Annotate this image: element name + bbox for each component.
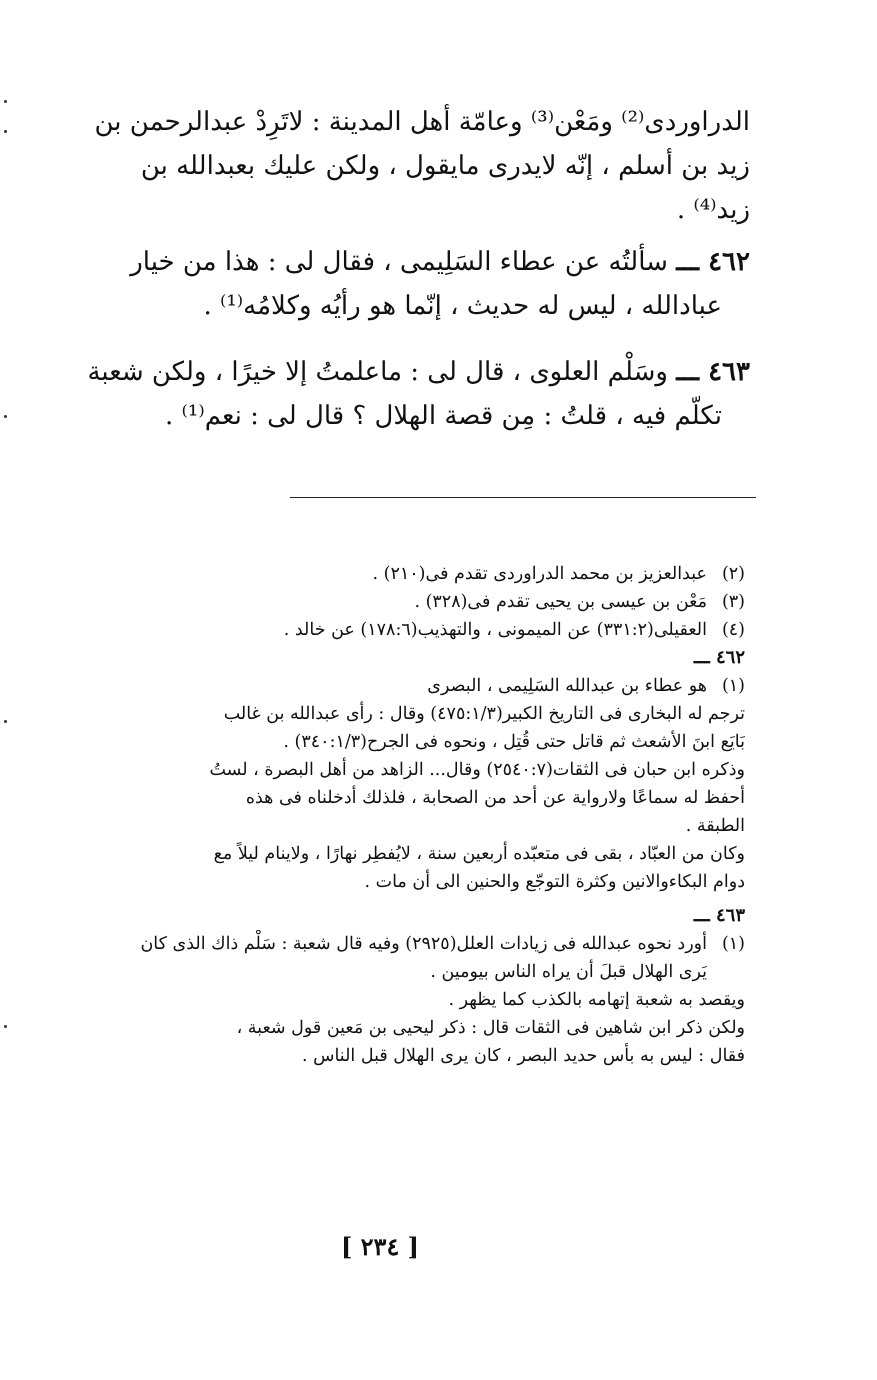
entry-text: وسَلْم العلوى ، قال لى : ماعلمتُ إلا خيرًا ، ولكن شعبة xyxy=(87,357,668,387)
footnote-divider xyxy=(290,497,756,498)
footnote-line: وذكره ابن حبان فى الثقات(٢٥٤٠:٧) وقال... الزاهد من أهل البصرة ، لستُ xyxy=(209,760,745,780)
footnote-line: ولكن ذكر ابن شاهين فى الثقات قال : ذكر ليحيى بن مَعين قول شعبة ، xyxy=(236,1018,745,1038)
footnote-text: العقيلى(٣٣١:٢) عن الميمونى ، والتهذيب(١٧٨:٦) عن خالد . xyxy=(283,620,707,640)
footnote-line: فقال : ليس به بأس حديد البصر ، كان يرى الهلال قبل الناس . xyxy=(301,1046,745,1066)
footnote-3 xyxy=(40,588,745,616)
entry-462 xyxy=(50,240,750,328)
margin-speck xyxy=(4,130,7,133)
section-marker-462: ٤٦٢ ـــ xyxy=(693,647,745,668)
margin-speck xyxy=(4,415,7,418)
footnote-marker: (١) xyxy=(721,934,745,954)
section-marker-463: ٤٦٣ ـــ xyxy=(693,905,745,926)
entry-463-line-1 xyxy=(50,350,750,394)
footnote-marker: (٣) xyxy=(721,592,745,612)
footnote-line: ترجم له البخارى فى التاريخ الكبير(٤٧٥:١/٣) وقال : رأى عبدالله بن غالب xyxy=(223,704,745,724)
main-text-line: زيد⁽⁴⁾ . xyxy=(676,195,750,225)
entry-462-line-2: عبادالله ، ليس له حديث ، إنّما هو رأيُه وكلامُه⁽¹⁾ . xyxy=(203,291,722,321)
footnote-marker: (١) xyxy=(721,676,745,696)
footnote-line: هو عطاء بن عبدالله السَلِيمى ، البصرى xyxy=(427,676,707,696)
entry-463-line-2: تكلّم فيه ، قلتُ : مِن قصة الهلال ؟ قال لى : نعم⁽¹⁾ . xyxy=(164,401,722,431)
page-number: [ ٢٣٤ ] xyxy=(340,1232,420,1261)
footnote-462-1 xyxy=(40,672,745,700)
footnote-line: يَرى الهلال قبلَ أن يراه الناس بيومين . xyxy=(430,962,707,982)
footnote-text: عبدالعزيز بن محمد الدراوردى تقدم فى(٢١٠) . xyxy=(372,564,707,584)
footnote-text: مَعْن بن عيسى بن يحيى تقدم فى(٣٢٨) . xyxy=(414,592,707,612)
entry-462-line-1 xyxy=(50,240,750,284)
footnote-line: أحفظ له سماعًا ولارواية عن أحد من الصحابة ، فلذلك أدخلناه فى هذه xyxy=(245,788,745,808)
margin-speck xyxy=(4,720,7,723)
footnote-4 xyxy=(40,616,745,644)
footnote-line: أورد نحوه عبدالله فى زيادات العلل(٢٩٢٥) وفيه قال شعبة : سَلْم ذاك الذى كان xyxy=(140,934,707,954)
entry-463 xyxy=(50,350,750,438)
entry-text: سألتُه عن عطاء السَلِيمى ، فقال لى : هذا من خيار xyxy=(130,247,668,277)
main-text-line: الدراوردى⁽²⁾ ومَعْن⁽³⁾ وعامّة أهل المدينة : لاتَرِدْ عبدالرحمن بن xyxy=(94,107,750,137)
footnote-line: بَايَع ابنَ الأشعث ثم قاتل حتى قُتِل ، ونحوه فى الجرح(٣٤٠:١/٣) . xyxy=(283,732,745,752)
footnote-line: وكان من العبّاد ، بقى فى متعبّده أربعين سنة ، لايُفطِر نهارًا ، ولاينام ليلاً مع xyxy=(213,844,745,864)
footnote-2 xyxy=(40,560,745,588)
footnote-line: ويقصد به شعبة إتهامه بالكذب كما يظهر . xyxy=(448,990,745,1010)
footnote-line: الطبقة . xyxy=(685,816,745,836)
footnote-body xyxy=(40,930,707,986)
footnote-line: دوام البكاءوالانين وكثرة التوجّع والحنين الى أن مات . xyxy=(364,872,745,892)
main-text-block xyxy=(50,100,750,232)
entry-number: ٤٦٢ ـــ xyxy=(676,247,750,277)
margin-speck xyxy=(4,100,7,103)
footnotes-block xyxy=(40,560,745,1070)
footnote-marker: (٤) xyxy=(721,620,745,640)
footnote-463-1 xyxy=(40,930,745,986)
footnote-body xyxy=(40,672,707,700)
footnote-marker: (٢) xyxy=(721,564,745,584)
main-text-line: زيد بن أسلم ، إنّه لايدرى مايقول ، ولكن عليك بعبدالله بن xyxy=(140,151,750,181)
entry-number: ٤٦٣ ـــ xyxy=(676,357,750,387)
margin-speck xyxy=(4,1025,7,1028)
